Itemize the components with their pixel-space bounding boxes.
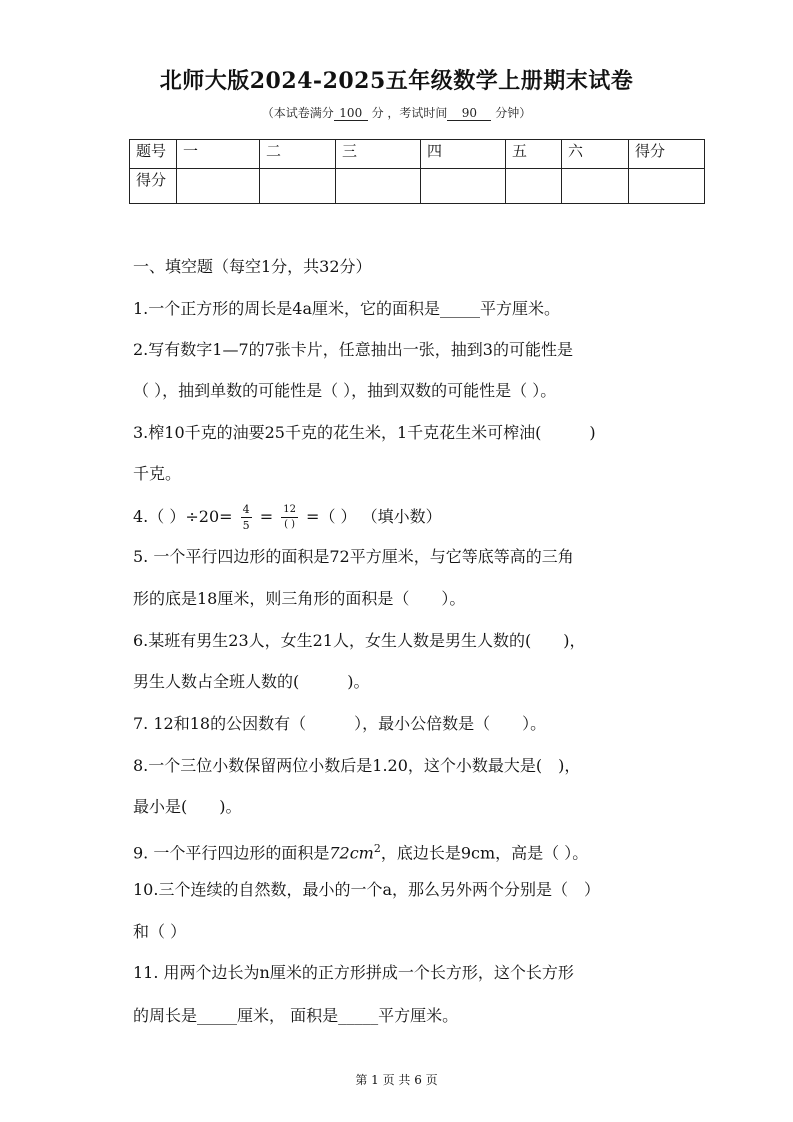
question-1: 1.一个正方形的周长是4a厘米，它的面积是_____平方厘米。 (133, 299, 560, 318)
question-2-line-2: （ ），抽到单数的可能性是（ ），抽到双数的可能性是（ ）。 (133, 381, 557, 400)
score-header-cell: 一 (177, 140, 260, 169)
score-header-cell: 五 (506, 140, 562, 169)
fraction-denominator: ( ) (284, 519, 296, 530)
question-10-line-1: 10.三个连续的自然数，最小的一个a，那么另外两个分别是（ ） (133, 880, 600, 899)
score-header-cell: 四 (421, 140, 506, 169)
question-5-line-1: 5. 一个平行四边形的面积是72平方厘米，与它等底等高的三角 (133, 547, 574, 566)
q4-suffix: =（ ） （填小数） (306, 507, 442, 526)
q9-suffix: ，底边长是9cm，高是（ ）。 (380, 843, 589, 863)
q9-area-value: 72 (329, 843, 350, 863)
q9-prefix: 9. 一个平行四边形的面积是 (133, 843, 330, 863)
exam-info (0, 104, 793, 121)
score-cell (421, 169, 506, 204)
score-header-cell: 六 (562, 140, 629, 169)
score-header-cell: 三 (336, 140, 421, 169)
question-3-line-1: 3.榨10千克的油要25千克的花生米，1千克花生米可榨油( ) (133, 423, 596, 442)
full-score-value: 100 (334, 106, 368, 121)
score-cell (629, 169, 705, 204)
q4-equals: = (259, 507, 274, 526)
score-cell (506, 169, 562, 204)
question-11-line-2: 的周长是_____厘米， 面积是_____平方厘米。 (133, 1006, 459, 1025)
fraction-four-fifths (241, 504, 252, 531)
question-2-line-1: 2.写有数字1—7的7张卡片，任意抽出一张，抽到3的可能性是 (133, 340, 573, 359)
q9-area-unit: cm (349, 843, 374, 863)
question-4 (133, 504, 442, 531)
question-3-line-2: 千克。 (133, 464, 182, 483)
fraction-numerator: 4 (242, 503, 250, 516)
exam-info-mid: 分 ，考试时间 (371, 106, 448, 120)
question-9 (133, 838, 588, 864)
section-heading: 一、填空题（每空1分，共32分） (133, 257, 372, 276)
question-11-line-1: 11. 用两个边长为n厘米的正方形拼成一个长方形，这个长方形 (133, 963, 574, 982)
question-6-line-1: 6.某班有男生23人，女生21人，女生人数是男生人数的( )， (133, 631, 586, 650)
question-8-line-2: 最小是( )。 (133, 797, 242, 816)
question-6-line-2: 男生人数占全班人数的( )。 (133, 672, 370, 691)
question-8-line-1: 8.一个三位小数保留两位小数后是1.20，这个小数最大是( )， (133, 756, 581, 775)
fraction-denominator: 5 (242, 519, 250, 532)
score-cell (562, 169, 629, 204)
score-table-score-row (130, 169, 705, 204)
score-cell (260, 169, 336, 204)
q9-area-exponent: 2 (373, 842, 381, 855)
score-header-cell: 题号 (130, 140, 177, 169)
q4-prefix: 4.（ ）÷20= (133, 507, 233, 526)
page-title: 北师大版2024-2025五年级数学上册期末试卷 (159, 68, 634, 94)
duration-value: 90 (447, 106, 491, 121)
score-cell (177, 169, 260, 204)
question-7: 7. 12和18的公因数有（ ），最小公倍数是（ ）。 (133, 714, 547, 733)
fraction-twelve-blank (281, 505, 298, 530)
question-10-line-2: 和（ ） (133, 922, 187, 941)
score-cell (336, 169, 421, 204)
score-table-header-row (130, 140, 705, 169)
score-header-cell: 二 (260, 140, 336, 169)
score-table (129, 139, 705, 204)
question-5-line-2: 形的底是18厘米，则三角形的面积是（ ）。 (133, 589, 466, 608)
fraction-numerator: 12 (281, 505, 298, 518)
exam-info-prefix: （本试卷满分 (261, 106, 334, 120)
page-footer: 第 1 页 共 6 页 (355, 1073, 438, 1087)
score-row-label: 得分 (130, 169, 177, 204)
exam-info-suffix: 分钟） (495, 106, 532, 120)
score-header-cell: 得分 (629, 140, 705, 169)
